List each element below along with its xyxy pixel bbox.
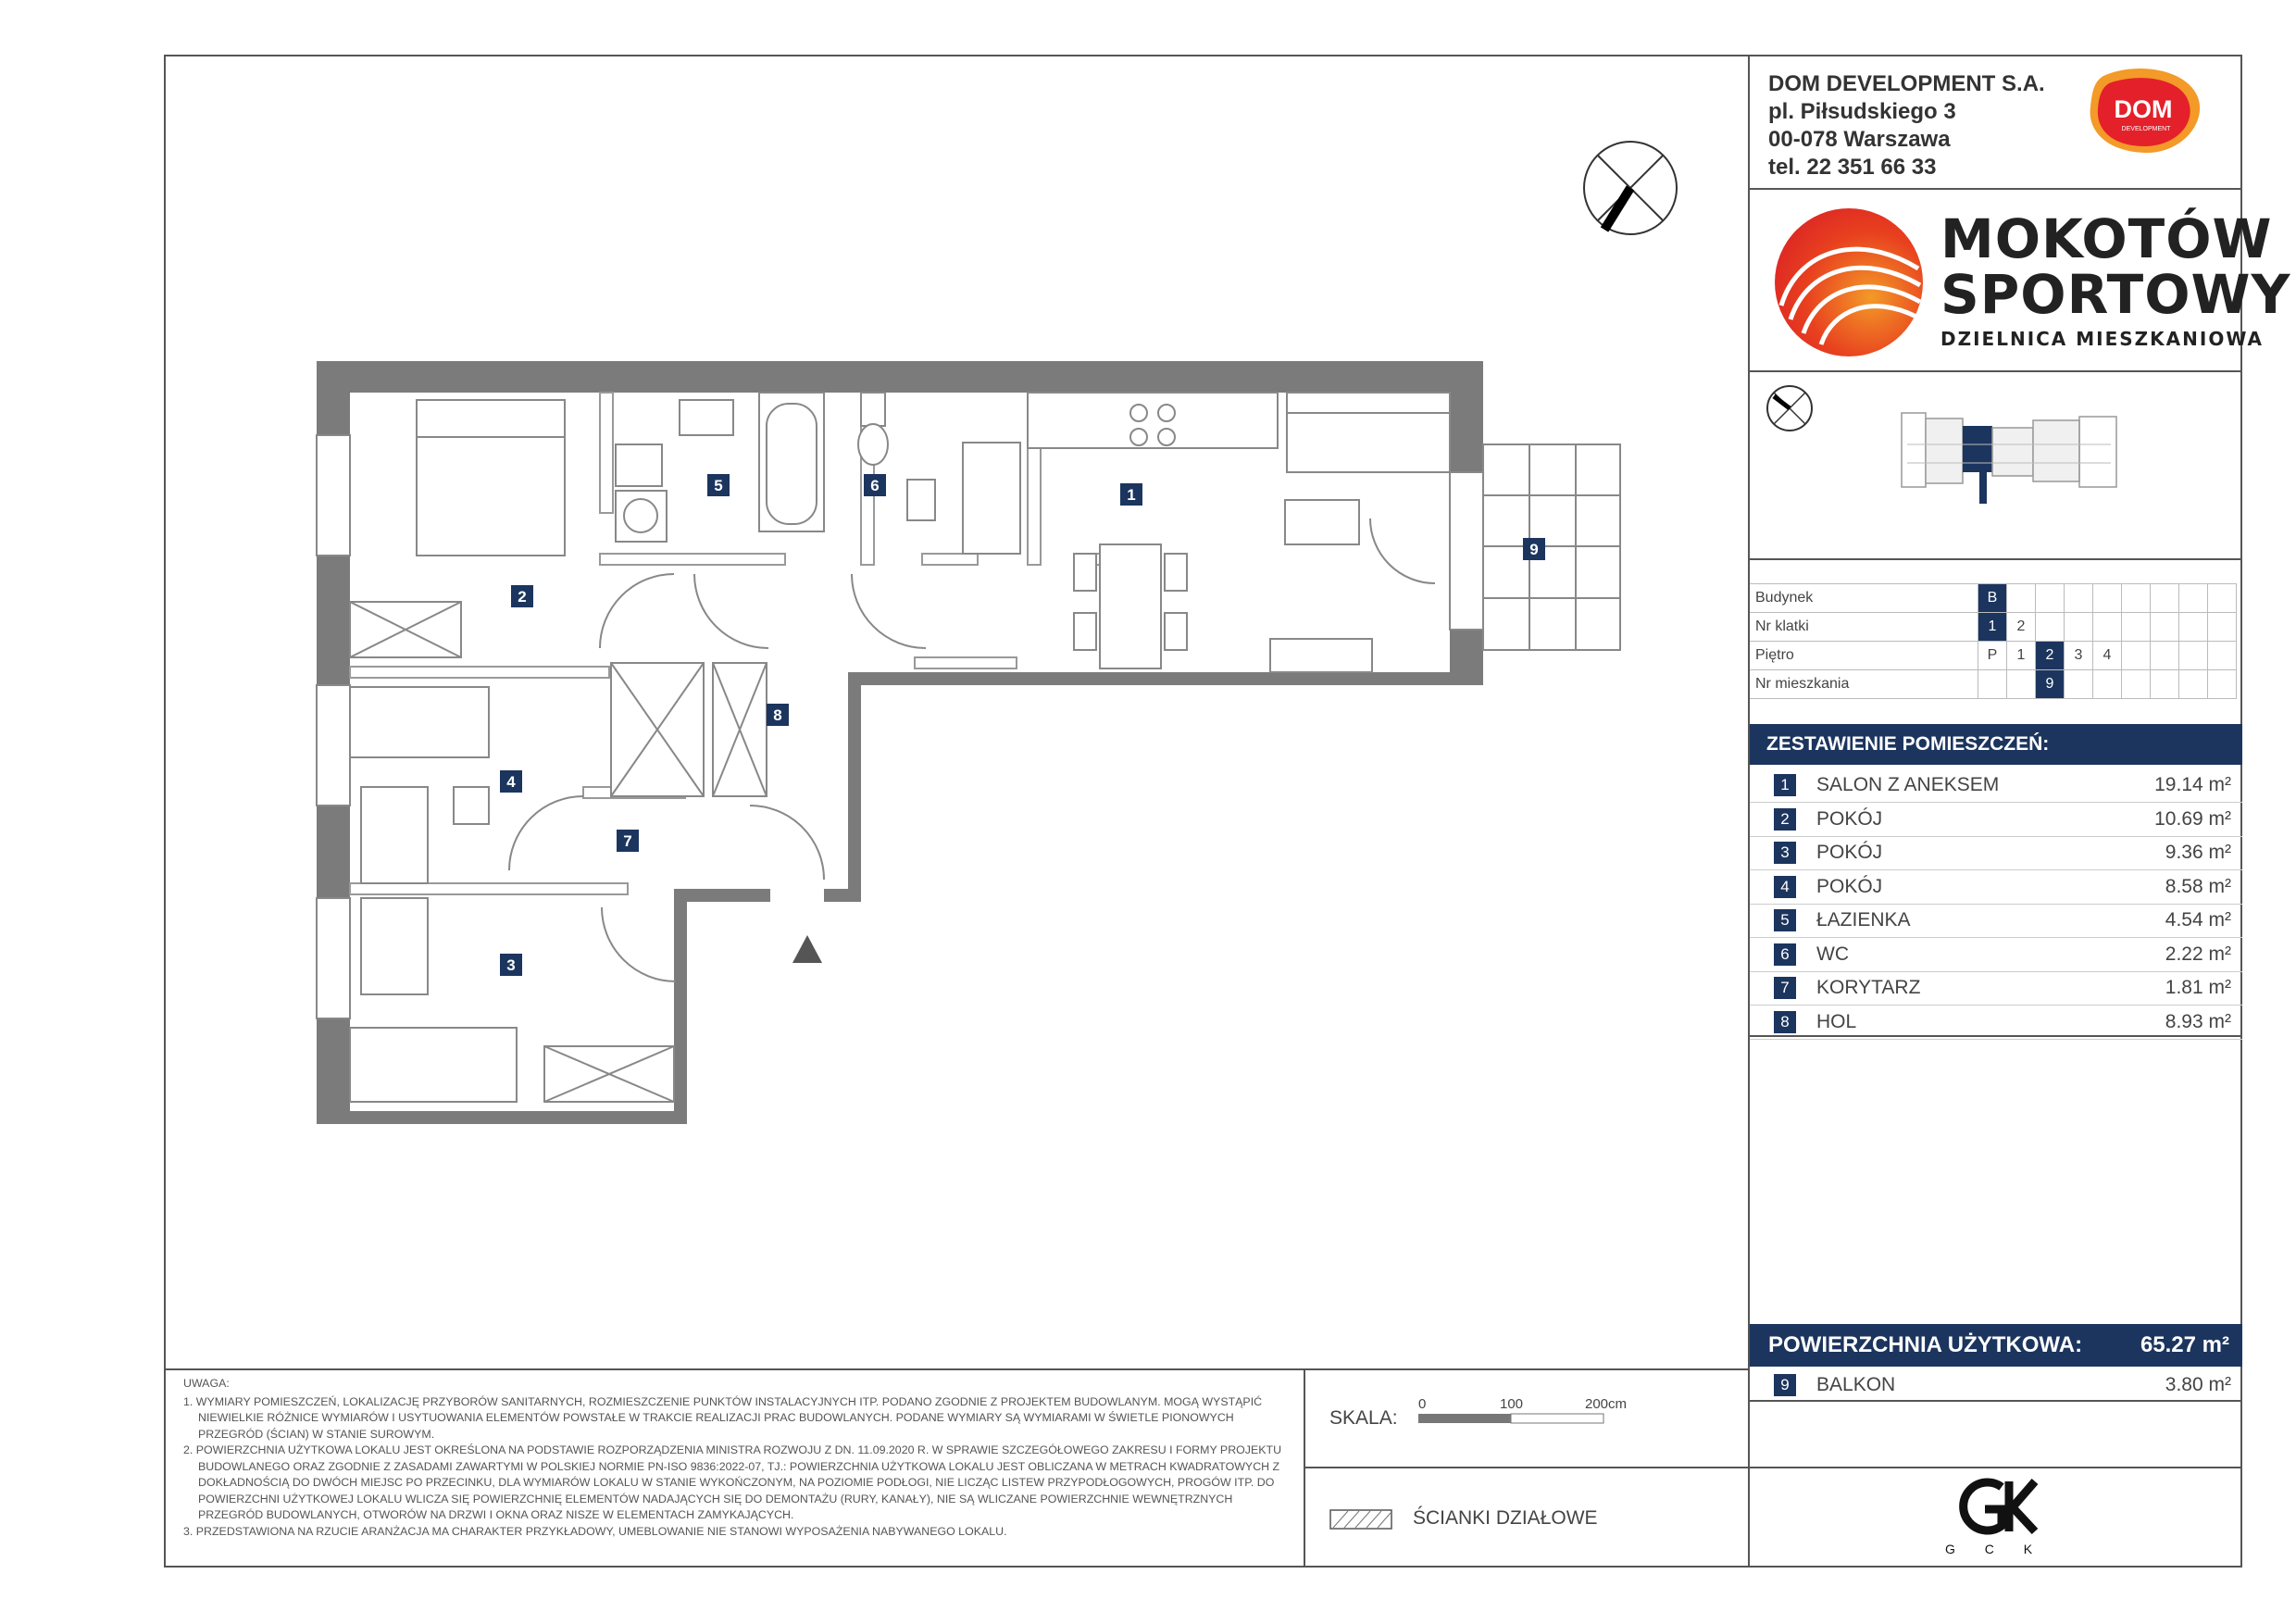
room-area: 19.14 m²: [2154, 774, 2231, 795]
info-cell: [2151, 670, 2179, 699]
balcony-row: [1750, 1368, 2242, 1402]
info-row: [1750, 670, 2237, 699]
info-cell: [2093, 613, 2122, 642]
info-cell: [2151, 613, 2179, 642]
info-cell: [2122, 642, 2151, 670]
room-number: 1: [1774, 774, 1796, 796]
unit-info-table: [1750, 583, 2237, 699]
info-cell: [2151, 642, 2179, 670]
divider-logo: [1748, 370, 2242, 372]
info-row: [1750, 613, 2237, 642]
notes-title: UWAGA:: [183, 1377, 230, 1390]
room-row: [1750, 803, 2242, 837]
partition-hatch-swatch: [1329, 1509, 1392, 1530]
room-name: POKÓJ: [1816, 875, 1883, 897]
room-number: 8: [1774, 1011, 1796, 1033]
info-cell: 1: [2007, 642, 2036, 670]
room-row: [1750, 971, 2242, 1006]
room-name: HOL: [1816, 1010, 1857, 1032]
room-area: 8.93 m²: [2165, 1010, 2231, 1032]
info-cell: [2208, 584, 2237, 613]
info-row-label: Budynek: [1750, 584, 1978, 613]
info-cell: B: [1978, 584, 2007, 613]
compass-icon: [1579, 137, 1681, 239]
plan-label-8: 8: [767, 704, 789, 726]
info-cell: [2065, 670, 2093, 699]
note-1: 1. WYMIARY POMIESZCZEŃ, LOKALIZACJĘ PRZYBORÓW SANITARNYCH, ROZMIESZCZENIE PUNKTÓW INSTALACYJNYCH ITP. PODANO ZGODNIE Z PROJEKTEM BUDOWLANYM. MOGĄ WYSTĄPIĆ NIEWIELKIE RÓŻNICE WYMIARÓW I USYTUOWANIA ELEMENTÓW POWSTAŁE W TRAKCIE REALIZACJI PRAC BUDOWLANYCH. PODANE WYMIARY SĄ WYMIARAMI W ŚWIETLE PIONOWYCH PRZEGRÓD (ŚCIAN) W STANIE SUROWYM.: [183, 1394, 1263, 1441]
project-name-line2: SPORTOWY: [1940, 263, 2291, 326]
company-phone: tel. 22 351 66 33: [1768, 155, 1937, 180]
info-row-label: Piętro: [1750, 642, 1978, 670]
room-area: 4.54 m²: [2165, 909, 2231, 931]
info-cell: [2179, 584, 2208, 613]
room-area: 10.69 m²: [2154, 807, 2231, 830]
scale-bar: [1407, 1393, 1628, 1430]
project-subtitle: DZIELNICA MIESZKANIOWA: [1940, 328, 2264, 350]
logo-dom-text: DOM: [2114, 95, 2173, 123]
usable-area-bar: [1750, 1324, 2242, 1367]
partition-label: ŚCIANKI DZIAŁOWE: [1413, 1507, 1598, 1529]
room-name: ŁAZIENKA: [1816, 909, 1911, 931]
info-cell: 1: [1978, 613, 2007, 642]
info-cell: 2: [2007, 613, 2036, 642]
room-number: 3: [1774, 842, 1796, 864]
divider-keyplan: [1748, 558, 2242, 560]
project-name-line1: MOKOTÓW: [1940, 207, 2273, 270]
notes-block: [183, 1376, 1290, 1540]
entrance-marker: [792, 935, 822, 963]
info-cell: [1978, 670, 2007, 699]
info-cell: 3: [2065, 642, 2093, 670]
room-number: 2: [1774, 808, 1796, 831]
keyplan-compass-icon: [1765, 383, 1815, 433]
room-row: [1750, 768, 2242, 803]
plan-label-5: 5: [707, 474, 730, 496]
room-area: 9.36 m²: [2165, 842, 2231, 863]
scale-tick-200: 200cm: [1585, 1396, 1628, 1412]
info-cell: [2093, 670, 2122, 699]
info-cell: 4: [2093, 642, 2122, 670]
room-name: POKÓJ: [1816, 807, 1883, 830]
room-number: 4: [1774, 876, 1796, 898]
info-cell: [2122, 613, 2151, 642]
info-cell: [2007, 584, 2036, 613]
balcony-name: BALKON: [1816, 1374, 1896, 1395]
room-area: 1.81 m²: [2165, 977, 2231, 998]
divider-footer: [164, 1368, 1750, 1370]
company-address: [1768, 70, 2045, 181]
room-row: [1750, 1006, 2242, 1040]
plan-label-1: 1: [1120, 483, 1142, 506]
company-street: pl. Piłsudskiego 3: [1768, 99, 1956, 124]
info-cell: P: [1978, 642, 2007, 670]
balcony-area: 3.80 m²: [2165, 1374, 2231, 1395]
plan-label-4: 4: [500, 770, 522, 793]
company-name: DOM DEVELOPMENT S.A.: [1768, 71, 2045, 96]
info-cell: [2122, 584, 2151, 613]
info-row: [1750, 642, 2237, 670]
company-city: 00-078 Warszawa: [1768, 127, 1951, 152]
info-cell: [2122, 670, 2151, 699]
note-3: 3. PRZEDSTAWIONA NA RZUCIE ARANŻACJA MA CHARAKTER PRZYKŁADOWY, UMEBLOWANIE NIE STANOWI WYPOSAŻENIA NABYWANEGO LOKALU.: [183, 1524, 1007, 1538]
info-cell: [2065, 613, 2093, 642]
divider-company: [1748, 188, 2242, 190]
room-number: 6: [1774, 943, 1796, 966]
logo-development-text: DEVELOPMENT: [2121, 126, 2171, 132]
room-row: [1750, 938, 2242, 972]
info-cell: [2007, 670, 2036, 699]
gck-letters: G C K: [1944, 1542, 2046, 1556]
plan-label-6: 6: [864, 474, 886, 496]
room-area: 8.58 m²: [2165, 875, 2231, 897]
room-row: [1750, 836, 2242, 870]
furniture: [350, 393, 1450, 1102]
building-keyplan: [1898, 407, 2120, 509]
room-area: 2.22 m²: [2165, 943, 2231, 965]
gck-logo: [1944, 1474, 2046, 1559]
room-name: KORYTARZ: [1816, 977, 1921, 998]
rooms-header: ZESTAWIENIE POMIESZCZEŃ:: [1750, 724, 2242, 765]
balcony-grid: [1483, 444, 1620, 650]
info-cell: 9: [2036, 670, 2065, 699]
scale-tick-100: 100: [1500, 1396, 1524, 1412]
info-cell: [2179, 670, 2208, 699]
mokotow-sportowy-emblem: [1770, 204, 1928, 361]
info-cell: [2093, 584, 2122, 613]
info-cell: [2065, 584, 2093, 613]
room-name: POKÓJ: [1816, 842, 1883, 863]
dom-development-logo: [2085, 65, 2205, 157]
plan-label-3: 3: [500, 954, 522, 976]
info-row: [1750, 584, 2237, 613]
info-cell: [2036, 613, 2065, 642]
info-cell: [2179, 642, 2208, 670]
info-cell: [2036, 584, 2065, 613]
room-number: 7: [1774, 977, 1796, 999]
scale-tick-0: 0: [1418, 1396, 1427, 1412]
plan-label-9: 9: [1523, 538, 1545, 560]
usable-area-value: 65.27 m²: [2140, 1332, 2229, 1357]
info-cell: 2: [2036, 642, 2065, 670]
room-row: [1750, 870, 2242, 905]
note-2: 2. POWIERZCHNIA UŻYTKOWA LOKALU JEST OKREŚLONA NA PODSTAWIE ROZPORZĄDZENIA MINISTRA ROZWOJU Z DN. 11.09.2020 R. W SPRAWIE SZCZEGÓŁOWEGO ZAKRESU I FORMY PROJEKTU BUDOWLANEGO ORAZ ZGODNIE Z ZASADAMI ZAWARTYMI W POLSKIEJ NORMIE PN-ISO 9836:2022-07, TJ.: POWIERZCHNIA UŻYTKOWA LOKALU JEST OBLICZANA W METRACH KWADRATOWYCH Z DOKŁADNOŚCIĄ DO DWÓCH MIEJSC PO PRZECINKU, DLA WYMIARÓW LOKALU W STANIE WYKOŃCZONYM, NA POZIOMIE PODŁOGI, NIE LICZĄC LISTEW PRZYPODŁOGOWYCH, PROGÓW ITP. DO POWIERZCHNI UŻYTKOWEJ LOKALU WLICZA SIĘ POWIERZCHNIĘ ELEMENTÓW NADAJĄCYCH SIĘ DO DEMONTAŻU (RURY, KANAŁY), NIE SĄ WLICZANE POWIERZCHNIE WEWNĘTRZNYCH PRZEGRÓD BUDOWLANYCH, OTWORÓW NA DRZWI I OKNA ORAZ NISZE W ELEMENTACH ZAMYKAJĄCYCH.: [183, 1443, 1282, 1521]
divider-scale: [1304, 1467, 1750, 1468]
room-name: WC: [1816, 943, 1849, 965]
info-cell: [2151, 584, 2179, 613]
room-name: SALON Z ANEKSEM: [1816, 774, 2000, 795]
balcony-number: 9: [1774, 1374, 1796, 1396]
info-cell: [2208, 670, 2237, 699]
plan-label-7: 7: [617, 830, 639, 852]
scale-label: SKALA:: [1329, 1407, 1398, 1429]
info-cell: [2179, 613, 2208, 642]
usable-area-label: POWIERZCHNIA UŻYTKOWA:: [1768, 1332, 2083, 1357]
info-cell: [2208, 613, 2237, 642]
divider-gck: [1748, 1467, 2242, 1468]
info-cell: [2208, 642, 2237, 670]
room-row: [1750, 904, 2242, 938]
room-number: 5: [1774, 909, 1796, 931]
info-row-label: Nr mieszkania: [1750, 670, 1978, 699]
info-row-label: Nr klatki: [1750, 613, 1978, 642]
plan-label-2: 2: [511, 585, 533, 607]
